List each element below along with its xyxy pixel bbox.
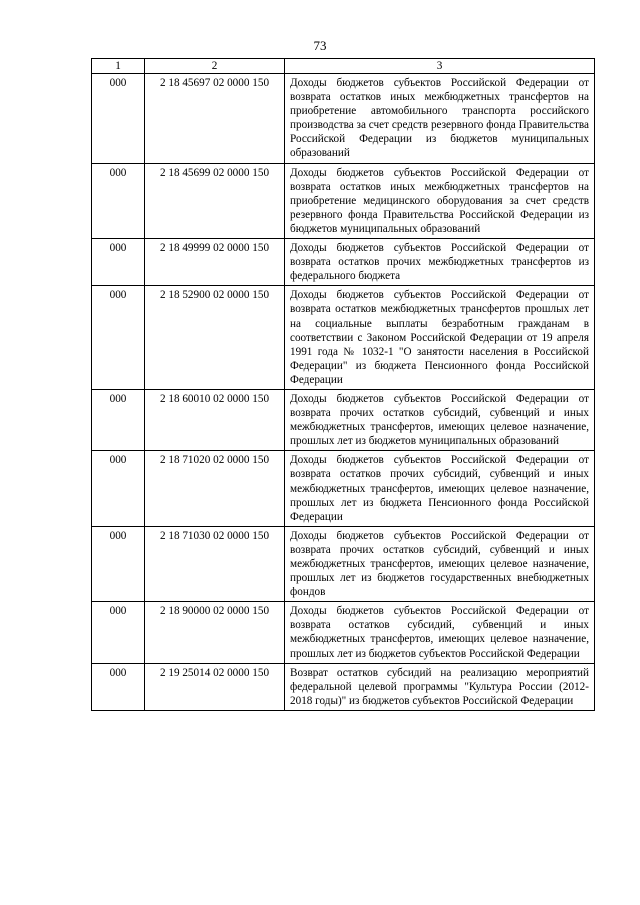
budget-classification-table [91, 58, 595, 711]
header-col-2: 2 [145, 59, 285, 74]
admin-code-cell: 000 [92, 663, 145, 710]
table-row [92, 602, 595, 663]
table-row [92, 389, 595, 450]
budget-code-cell: 2 18 52900 02 0000 150 [145, 286, 285, 390]
budget-code-cell: 2 19 25014 02 0000 150 [145, 663, 285, 710]
income-name-cell: Доходы бюджетов субъектов Российской Федерации от возврата остатков межбюджетных трансфертов прошлых лет на социальные выплаты безработным гражданам в соответствии с Законом Российской Федерации от 19 апреля 1991 года № 1032-1 "О занятости населения в Российской Федерации" из бюджета Пенсионного фонда Российской Федерации [285, 286, 595, 390]
income-name-cell: Доходы бюджетов субъектов Российской Федерации от возврата прочих остатков субсидий, субвенций и иных межбюджетных трансфертов, имеющих целевое назначение, прошлых лет из бюджетов муниципальных образований [285, 389, 595, 450]
table-row [92, 74, 595, 164]
admin-code-cell: 000 [92, 286, 145, 390]
page-number: 73 [313, 38, 327, 53]
header-col-3: 3 [285, 59, 595, 74]
admin-code-cell: 000 [92, 526, 145, 601]
admin-code-cell: 000 [92, 389, 145, 450]
admin-code-cell: 000 [92, 602, 145, 663]
budget-code-cell: 2 18 60010 02 0000 150 [145, 389, 285, 450]
budget-code-cell: 2 18 71030 02 0000 150 [145, 526, 285, 601]
table-row [92, 239, 595, 286]
budget-code-cell: 2 18 45697 02 0000 150 [145, 74, 285, 164]
table-row [92, 526, 595, 601]
table-row [92, 451, 595, 526]
income-name-cell: Возврат остатков субсидий на реализацию мероприятий федеральной целевой программы "Культура России (2012-2018 годы)" из бюджетов субъектов Российской Федерации [285, 663, 595, 710]
admin-code-cell: 000 [92, 451, 145, 526]
budget-code-cell: 2 18 49999 02 0000 150 [145, 239, 285, 286]
income-name-cell: Доходы бюджетов субъектов Российской Федерации от возврата остатков субсидий, субвенций и иных межбюджетных трансфертов, имеющих целевое назначение, прошлых лет из бюджетов субъектов Российской Федерации [285, 602, 595, 663]
income-name-cell: Доходы бюджетов субъектов Российской Федерации от возврата остатков иных межбюджетных трансфертов на приобретение автомобильного транспорта российского производства за счет средств резервного фонда Правительства Российской Федерации из бюджетов муниципальных образований [285, 74, 595, 164]
table-row [92, 286, 595, 390]
income-name-cell: Доходы бюджетов субъектов Российской Федерации от возврата остатков прочих межбюджетных трансфертов из федерального бюджета [285, 239, 595, 286]
admin-code-cell: 000 [92, 239, 145, 286]
budget-code-cell: 2 18 90000 02 0000 150 [145, 602, 285, 663]
admin-code-cell: 000 [92, 74, 145, 164]
header-col-1: 1 [92, 59, 145, 74]
budget-code-cell: 2 18 71020 02 0000 150 [145, 451, 285, 526]
budget-code-cell: 2 18 45699 02 0000 150 [145, 163, 285, 238]
income-name-cell: Доходы бюджетов субъектов Российской Федерации от возврата остатков прочих субсидий, субвенций и иных межбюджетных трансфертов, имеющих целевое назначение, прошлых лет из бюджета Пенсионного фонда Российской Федерации [285, 451, 595, 526]
table-row [92, 163, 595, 238]
income-name-cell: Доходы бюджетов субъектов Российской Федерации от возврата остатков иных межбюджетных трансфертов на приобретение медицинского оборудования за счет средств резервного фонда Правительства Российской Федерации из бюджетов муниципальных образований [285, 163, 595, 238]
admin-code-cell: 000 [92, 163, 145, 238]
table-row [92, 663, 595, 710]
header-row [92, 59, 595, 74]
income-name-cell: Доходы бюджетов субъектов Российской Федерации от возврата прочих остатков субсидий, субвенций и иных межбюджетных трансфертов, имеющих целевое назначение, прошлых лет из бюджетов государственных внебюджетных фондов [285, 526, 595, 601]
